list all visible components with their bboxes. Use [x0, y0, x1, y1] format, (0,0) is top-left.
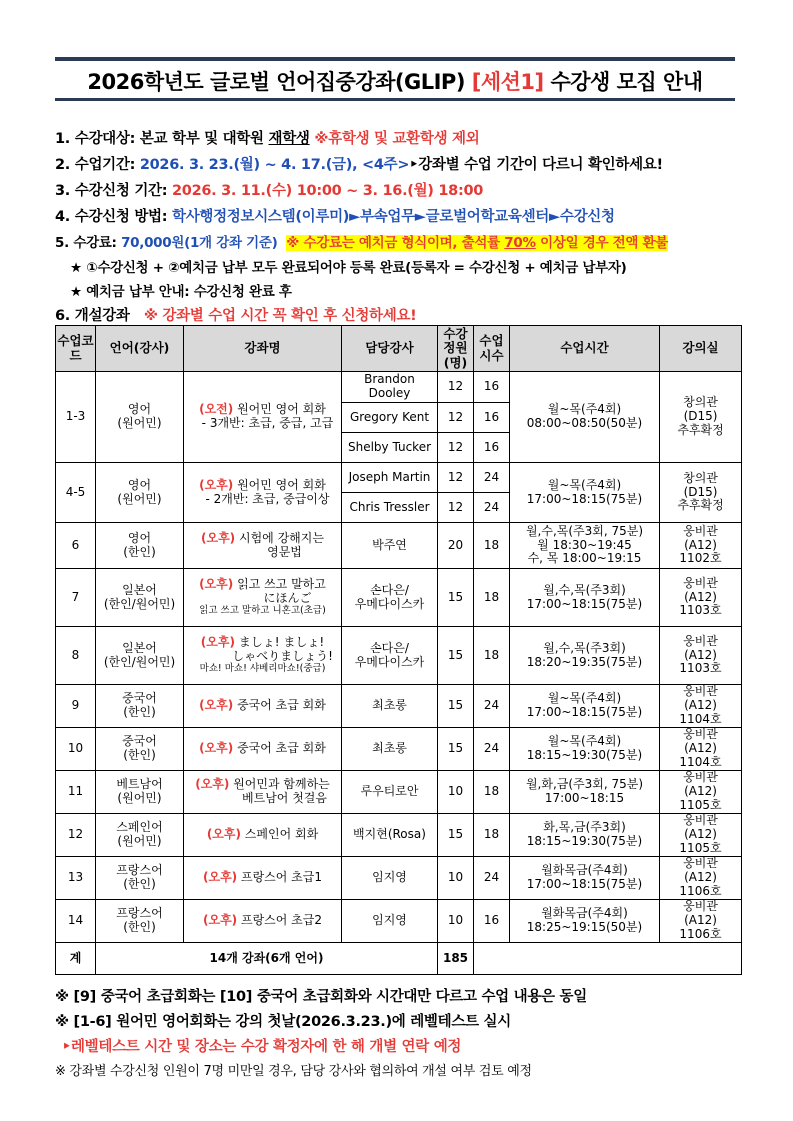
info-apply-method: 4. 수강신청 방법: 학사행정정보시스템(이루미)►부속업무►글로벌어학교육센터►수강신청: [55, 209, 615, 225]
table-row: 8 일본어 (한인/원어민) (오후) ましょ! ましょ! しゃべりましょう! 마쇼! 마쇼! 샤베리마쇼!(중급) 손다은/ 우메다이스카 15 18 월,수,목(주3회) 18:20~19:35(75분) 웅비관 (A12) 1103호: [56, 627, 742, 685]
info-courses-heading: 6. 개설강좌 ※ 강좌별 수업 시간 꼭 확인 후 신청하세요!: [55, 308, 417, 324]
info-fee: 5. 수강료: 70,000원(1개 강좌 기준) ※ 수강료는 예치금 형식이며, 출석률 70% 이상일 경우 전액 환불: [55, 235, 668, 251]
header-name: 강좌명: [184, 326, 342, 372]
table-row: 4-5 영어 (원어민) (오후) 원어민 영어 회화 - 2개반: 초급, 중급이상 Joseph Martin 12 24 월~목(주4회) 17:00~18:15(75분) 창의관 (D15) 추후확정: [56, 463, 742, 493]
footnote-chinese: ※ [9] 중국어 초급회화는 [10] 중국어 초급회화와 시간대만 다르고 수업 내용은 동일: [55, 989, 587, 1005]
title-session: [세션1]: [471, 70, 544, 94]
title-bottom-rule: [55, 98, 735, 101]
header-code: 수업코드: [56, 326, 96, 372]
header-lang: 언어(강사): [96, 326, 184, 372]
table-row: 1-3 영어 (원어민) (오전) 원어민 영어 회화 - 3개반: 초급, 중급, 고급 Brandon Dooley 12 16 월~목(주4회) 08:00~08:50(50분) 창의관 (D15) 추후확정: [56, 372, 742, 403]
table-total-row: 계 14개 강좌(6개 언어) 185: [56, 943, 742, 975]
table-row: 6 영어 (한인) (오후) 시험에 강해지는 영문법 박주연 20 18 월,수,목(주3회, 75분) 월 18:30~19:45 수, 목 18:00~19:15 웅비관 (A12) 1102호: [56, 523, 742, 569]
header-room: 강의실: [660, 326, 742, 372]
table-header-row: [56, 326, 742, 372]
table-row: Gregory Kent 12 16: [56, 403, 742, 433]
footnote-level-test-contact: ‣레벨테스트 시간 및 장소는 수강 확정자에 한 해 개별 연락 예정: [62, 1039, 462, 1055]
info-target: 1. 수강대상: 본교 학부 및 대학원 재학생 ※휴학생 및 교환학생 제외: [55, 131, 480, 147]
info-star-registration: ★ ①수강신청 + ②예치금 납부 모두 완료되어야 등록 완료(등록자 = 수강신청 + 예치금 납부자): [70, 260, 627, 276]
table-row: 7 일본어 (한인/원어민) (오후) 읽고 쓰고 말하고 にほんご 읽고 쓰고 말하고 니혼고(초급) 손다은/ 우메다이스카 15 18 월,수,목(주3회) 17:00~18:15(75분) 웅비관 (A12) 1103호: [56, 569, 742, 627]
title-tail: 수강생 모집 안내: [550, 70, 703, 94]
table-row: 12 스페인어 (원어민) (오후) 스페인어 회화 백지현(Rosa) 15 18 화,목,금(주3회) 18:15~19:30(75분) 웅비관 (A12) 1105호: [56, 814, 742, 857]
table-row: 14 프랑스어 (한인) (오후) 프랑스어 초급2 임지영 10 16 월화목금(주4회) 18:25~19:15(50분) 웅비관 (A12) 1106호: [56, 900, 742, 943]
header-time: 수업시간: [510, 326, 660, 372]
title-top-rule: [55, 57, 735, 61]
table-row: Shelby Tucker 12 16: [56, 433, 742, 463]
info-star-deposit: ★ 예치금 납부 안내: 수강신청 완료 후: [70, 284, 292, 300]
page-title: [55, 66, 735, 96]
table-row: 10 중국어 (한인) (오후) 중국어 초급 회화 최초롱 15 24 월~목(주4회) 18:15~19:30(75분) 웅비관 (A12) 1104호: [56, 728, 742, 771]
header-hours: 수업시수: [474, 326, 510, 372]
footnote-level-test: ※ [1-6] 원어민 영어회화는 강의 첫날(2026.3.23.)에 레벨테스트 실시: [55, 1014, 511, 1030]
fee-refund-highlight: ※ 수강료는 예치금 형식이며, 출석률 70% 이상일 경우 전액 환불: [286, 235, 668, 251]
info-period: 2. 수업기간: 2026. 3. 23.(월) ~ 4. 17.(금), <4주>‣강좌별 수업 기간이 다르니 확인하세요!: [55, 157, 663, 173]
table-row: Chris Tressler 12 24: [56, 493, 742, 523]
info-apply-period: 3. 수강신청 기간: 2026. 3. 11.(수) 10:00 ~ 3. 16.(월) 18:00: [55, 183, 484, 199]
course-table: [55, 325, 742, 975]
table-row: 13 프랑스어 (한인) (오후) 프랑스어 초급1 임지영 10 24 월화목금(주4회) 17:00~18:15(75분) 웅비관 (A12) 1106호: [56, 857, 742, 900]
header-teacher: 담당강사: [342, 326, 438, 372]
table-row: 9 중국어 (한인) (오후) 중국어 초급 회화 최초롱 15 24 월~목(주4회) 17:00~18:15(75분) 웅비관 (A12) 1104호: [56, 685, 742, 728]
footnote-min-enrollment: ※ 강좌별 수강신청 인원이 7명 미만일 경우, 담당 강사와 협의하여 개설 여부 검토 예정: [55, 1064, 532, 1079]
table-row: 11 베트남어 (원어민) (오후) 원어민과 함께하는 베트남어 첫걸음 루우티로안 10 18 월,화,금(주3회, 75분) 17:00~18:15 웅비관 (A12) 1105호: [56, 771, 742, 814]
header-cap: 수강정원(명): [438, 326, 474, 372]
title-main: 2026학년도 글로벌 언어집중강좌(GLIP): [87, 70, 465, 94]
